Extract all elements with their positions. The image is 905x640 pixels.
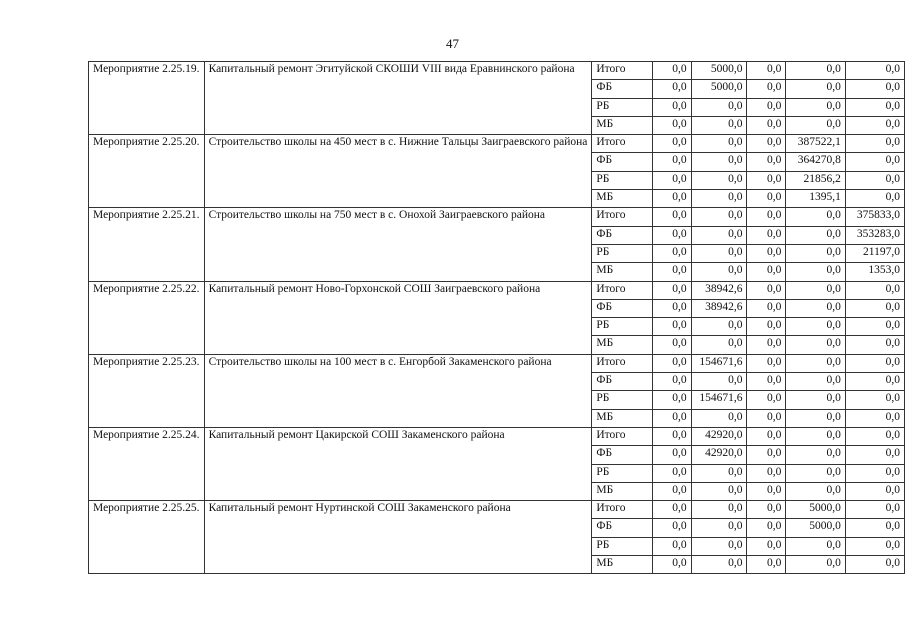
amount-cell: 0,0 [747,244,786,262]
amount-cell: 0,0 [691,244,747,262]
funding-source: Итого [592,62,653,80]
amount-cell: 0,0 [786,336,846,354]
amount-cell: 0,0 [845,98,904,116]
amount-cell: 0,0 [747,354,786,372]
amount-cell: 0,0 [653,501,692,519]
funding-source: РБ [592,391,653,409]
amount-cell: 0,0 [845,80,904,98]
funding-source: МБ [592,556,653,574]
funding-source: РБ [592,464,653,482]
amount-cell: 0,0 [653,208,692,226]
amount-cell: 0,0 [747,98,786,116]
event-description: Строительство школы на 450 мест в с. Нижние Тальцы Заиграевского района [204,135,592,208]
amount-cell: 42920,0 [691,427,747,445]
amount-cell: 0,0 [653,409,692,427]
amount-cell: 0,0 [653,135,692,153]
amount-cell: 0,0 [747,519,786,537]
amount-cell: 0,0 [786,80,846,98]
amount-cell: 0,0 [653,464,692,482]
amount-cell: 0,0 [747,80,786,98]
amount-cell: 0,0 [786,318,846,336]
amount-cell: 0,0 [845,556,904,574]
amount-cell: 0,0 [786,116,846,134]
amount-cell: 0,0 [691,373,747,391]
budget-table [88,61,905,574]
funding-source: РБ [592,98,653,116]
amount-cell: 21197,0 [845,244,904,262]
amount-cell: 0,0 [653,519,692,537]
amount-cell: 0,0 [691,537,747,555]
amount-cell: 0,0 [845,62,904,80]
event-label: Мероприятие 2.25.22. [89,281,205,354]
amount-cell: 0,0 [691,501,747,519]
amount-cell: 0,0 [653,336,692,354]
amount-cell: 38942,6 [691,299,747,317]
amount-cell: 0,0 [747,446,786,464]
amount-cell: 0,0 [653,80,692,98]
amount-cell: 0,0 [845,153,904,171]
funding-source: Итого [592,354,653,372]
amount-cell: 0,0 [691,336,747,354]
amount-cell: 0,0 [747,482,786,500]
amount-cell: 0,0 [691,482,747,500]
table-body [89,62,905,574]
funding-source: МБ [592,263,653,281]
amount-cell: 0,0 [747,208,786,226]
event-description: Капитальный ремонт Нуртинской СОШ Закаменского района [204,501,592,574]
funding-source: РБ [592,537,653,555]
funding-source: Итого [592,501,653,519]
table-row [89,208,905,226]
amount-cell: 0,0 [747,299,786,317]
funding-source: ФБ [592,446,653,464]
amount-cell: 0,0 [653,318,692,336]
amount-cell: 0,0 [653,482,692,500]
amount-cell: 0,0 [786,299,846,317]
amount-cell: 0,0 [747,409,786,427]
amount-cell: 0,0 [747,171,786,189]
amount-cell: 0,0 [845,373,904,391]
amount-cell: 42920,0 [691,446,747,464]
amount-cell: 0,0 [845,482,904,500]
amount-cell: 0,0 [747,153,786,171]
amount-cell: 0,0 [747,190,786,208]
amount-cell: 0,0 [845,135,904,153]
amount-cell: 0,0 [691,318,747,336]
amount-cell: 0,0 [691,519,747,537]
amount-cell: 0,0 [845,354,904,372]
table-row [89,135,905,153]
amount-cell: 0,0 [845,537,904,555]
amount-cell: 387522,1 [786,135,846,153]
amount-cell: 0,0 [747,501,786,519]
event-description: Капитальный ремонт Ново-Горхонской СОШ Заиграевского района [204,281,592,354]
amount-cell: 0,0 [786,391,846,409]
amount-cell: 0,0 [845,501,904,519]
amount-cell: 0,0 [653,171,692,189]
amount-cell: 0,0 [845,519,904,537]
amount-cell: 0,0 [786,373,846,391]
table-row [89,427,905,445]
event-description: Строительство школы на 100 мест в с. Енгорбой Закаменского района [204,354,592,427]
amount-cell: 0,0 [653,244,692,262]
amount-cell: 5000,0 [691,80,747,98]
amount-cell: 0,0 [845,336,904,354]
amount-cell: 0,0 [691,135,747,153]
amount-cell: 0,0 [786,226,846,244]
funding-source: Итого [592,135,653,153]
event-label: Мероприятие 2.25.21. [89,208,205,281]
amount-cell: 0,0 [747,537,786,555]
amount-cell: 38942,6 [691,281,747,299]
amount-cell: 0,0 [653,537,692,555]
amount-cell: 0,0 [691,556,747,574]
amount-cell: 0,0 [747,556,786,574]
funding-source: ФБ [592,519,653,537]
amount-cell: 0,0 [653,556,692,574]
amount-cell: 353283,0 [845,226,904,244]
amount-cell: 0,0 [653,299,692,317]
page-number: 47 [446,36,459,51]
amount-cell: 5000,0 [786,519,846,537]
funding-source: ФБ [592,226,653,244]
amount-cell: 0,0 [786,446,846,464]
amount-cell: 0,0 [691,116,747,134]
event-label: Мероприятие 2.25.20. [89,135,205,208]
funding-source: МБ [592,336,653,354]
amount-cell: 0,0 [691,226,747,244]
amount-cell: 0,0 [691,464,747,482]
amount-cell: 0,0 [653,190,692,208]
amount-cell: 0,0 [786,464,846,482]
event-description: Капитальный ремонт Эгитуйской СКОШИ VIII вида Еравнинского района [204,62,592,135]
amount-cell: 0,0 [786,556,846,574]
amount-cell: 0,0 [786,62,846,80]
amount-cell: 0,0 [786,409,846,427]
amount-cell: 1395,1 [786,190,846,208]
amount-cell: 0,0 [845,190,904,208]
amount-cell: 0,0 [691,208,747,226]
amount-cell: 0,0 [747,373,786,391]
amount-cell: 0,0 [691,409,747,427]
amount-cell: 0,0 [747,391,786,409]
amount-cell: 0,0 [747,116,786,134]
amount-cell: 0,0 [845,299,904,317]
amount-cell: 364270,8 [786,153,846,171]
amount-cell: 5000,0 [786,501,846,519]
event-label: Мероприятие 2.25.25. [89,501,205,574]
amount-cell: 0,0 [786,98,846,116]
funding-source: ФБ [592,299,653,317]
funding-source: Итого [592,427,653,445]
amount-cell: 0,0 [786,354,846,372]
amount-cell: 0,0 [653,263,692,281]
funding-source: РБ [592,244,653,262]
funding-source: МБ [592,116,653,134]
table-row [89,281,905,299]
amount-cell: 0,0 [747,62,786,80]
amount-cell: 0,0 [786,482,846,500]
amount-cell: 0,0 [653,98,692,116]
amount-cell: 0,0 [845,464,904,482]
amount-cell: 0,0 [786,263,846,281]
amount-cell: 0,0 [691,171,747,189]
event-label: Мероприятие 2.25.19. [89,62,205,135]
amount-cell: 0,0 [691,263,747,281]
amount-cell: 0,0 [747,427,786,445]
amount-cell: 5000,0 [691,62,747,80]
amount-cell: 0,0 [691,98,747,116]
amount-cell: 0,0 [747,281,786,299]
funding-source: РБ [592,318,653,336]
amount-cell: 375833,0 [845,208,904,226]
event-description: Строительство школы на 750 мест в с. Онохой Заиграевского района [204,208,592,281]
amount-cell: 1353,0 [845,263,904,281]
funding-source: ФБ [592,373,653,391]
table-row [89,62,905,80]
amount-cell: 0,0 [845,318,904,336]
amount-cell: 154671,6 [691,354,747,372]
table-row [89,354,905,372]
event-description: Капитальный ремонт Цакирской СОШ Закаменского района [204,427,592,500]
amount-cell: 21856,2 [786,171,846,189]
amount-cell: 0,0 [845,409,904,427]
amount-cell: 0,0 [747,263,786,281]
amount-cell: 0,0 [653,391,692,409]
amount-cell: 0,0 [747,464,786,482]
amount-cell: 0,0 [786,427,846,445]
funding-source: МБ [592,409,653,427]
funding-source: ФБ [592,153,653,171]
funding-source: МБ [592,482,653,500]
amount-cell: 0,0 [653,427,692,445]
funding-source: ФБ [592,80,653,98]
amount-cell: 0,0 [747,318,786,336]
amount-cell: 0,0 [653,153,692,171]
table-row [89,501,905,519]
amount-cell: 0,0 [786,244,846,262]
amount-cell: 154671,6 [691,391,747,409]
amount-cell: 0,0 [653,281,692,299]
amount-cell: 0,0 [653,373,692,391]
amount-cell: 0,0 [747,226,786,244]
amount-cell: 0,0 [845,427,904,445]
amount-cell: 0,0 [845,171,904,189]
amount-cell: 0,0 [845,281,904,299]
amount-cell: 0,0 [653,226,692,244]
amount-cell: 0,0 [653,116,692,134]
amount-cell: 0,0 [747,135,786,153]
amount-cell: 0,0 [845,116,904,134]
amount-cell: 0,0 [845,446,904,464]
amount-cell: 0,0 [747,336,786,354]
amount-cell: 0,0 [653,62,692,80]
amount-cell: 0,0 [786,537,846,555]
event-label: Мероприятие 2.25.24. [89,427,205,500]
amount-cell: 0,0 [653,354,692,372]
amount-cell: 0,0 [786,281,846,299]
event-label: Мероприятие 2.25.23. [89,354,205,427]
amount-cell: 0,0 [786,208,846,226]
amount-cell: 0,0 [691,190,747,208]
amount-cell: 0,0 [691,153,747,171]
funding-source: МБ [592,190,653,208]
funding-source: Итого [592,281,653,299]
funding-source: РБ [592,171,653,189]
funding-source: Итого [592,208,653,226]
amount-cell: 0,0 [845,391,904,409]
amount-cell: 0,0 [653,446,692,464]
